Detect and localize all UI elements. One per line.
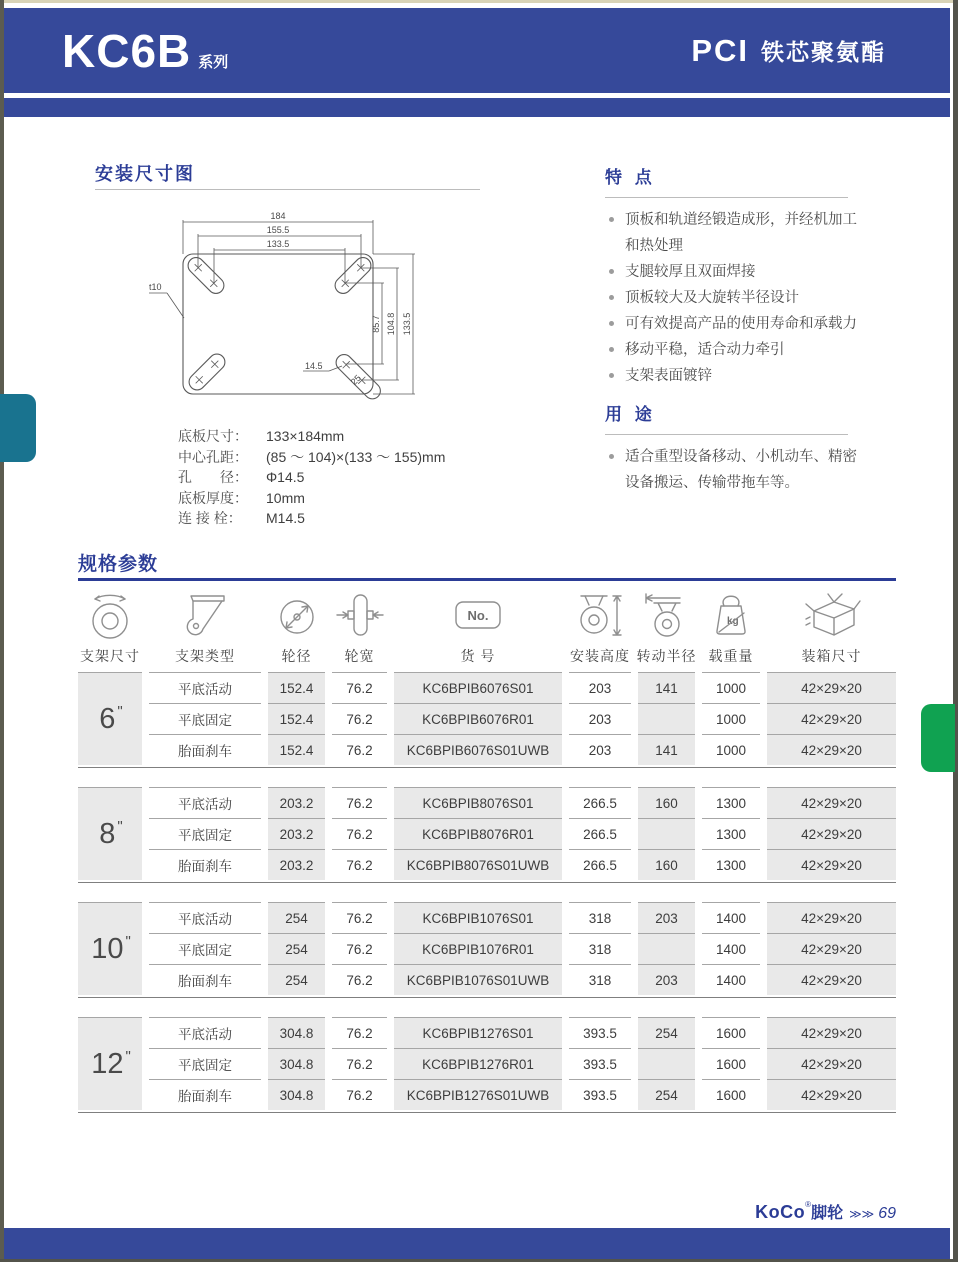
cell-swivel-radius: 160 [638, 787, 695, 818]
dim-height-inner: 85.7 [371, 315, 381, 333]
column-header-part [394, 588, 562, 666]
cell-bracket-type: 平底活动 [149, 672, 261, 703]
cell-wheel-width: 76.2 [332, 672, 387, 703]
part-no-icon [450, 588, 506, 643]
cell-load-capacity: 1000 [702, 672, 760, 703]
cell-carton-size: 42×29×20 [767, 933, 896, 964]
column-header-height [569, 588, 631, 666]
column-label: 载重量 [708, 648, 754, 664]
cell-carton-size: 42×29×20 [767, 849, 896, 880]
cell-wheel-diameter: 203.2 [268, 787, 325, 818]
spec-group [78, 902, 896, 998]
cell-load-capacity: 1600 [702, 1017, 760, 1048]
cell-swivel-radius [638, 703, 695, 734]
cell-swivel-radius [638, 1048, 695, 1079]
cell-wheel-width: 76.2 [332, 734, 387, 765]
uses-panel [605, 400, 860, 496]
cell-swivel-radius: 160 [638, 849, 695, 880]
column-header-carton [767, 588, 896, 666]
cell-part-number: KC6BPIB1076R01 [394, 933, 562, 964]
cell-load-capacity: 1000 [702, 703, 760, 734]
cell-mount-height: 393.5 [569, 1079, 631, 1110]
features-title-rule [605, 197, 848, 198]
cell-swivel-radius [638, 818, 695, 849]
column-header-load [702, 588, 760, 666]
registered-mark: ® [805, 1200, 812, 1209]
cell-bracket-type: 平底固定 [149, 933, 261, 964]
header-band [4, 8, 950, 93]
page-edge-right [953, 0, 958, 1262]
cell-carton-size: 42×29×20 [767, 1079, 896, 1110]
page-edge-left [0, 0, 4, 1262]
cell-carton-size: 42×29×20 [767, 734, 896, 765]
cell-carton-size: 42×29×20 [767, 1017, 896, 1048]
cell-load-capacity: 1400 [702, 964, 760, 995]
column-label: 安装高度 [570, 648, 630, 664]
caster-size-cell [78, 672, 142, 765]
feature-item: 支架表面镀锌 [605, 363, 857, 389]
cell-swivel-radius [638, 933, 695, 964]
cell-wheel-diameter: 304.8 [268, 1079, 325, 1110]
cell-bracket-type: 胎面刹车 [149, 1079, 261, 1110]
footer-bar [4, 1228, 950, 1259]
spec-label: 孔 径： [178, 469, 248, 485]
cell-mount-height: 266.5 [569, 849, 631, 880]
cell-bracket-type: 平底固定 [149, 818, 261, 849]
spec-line [178, 467, 518, 488]
cell-wheel-width: 76.2 [332, 1079, 387, 1110]
brand-logo: KoCo [755, 1202, 806, 1222]
cell-wheel-diameter: 254 [268, 964, 325, 995]
cell-wheel-diameter: 304.8 [268, 1017, 325, 1048]
cell-carton-size: 42×29×20 [767, 787, 896, 818]
spec-value: Φ14.5 [266, 469, 305, 485]
load-capacity-icon [704, 588, 758, 643]
spec-group [78, 787, 896, 883]
cell-carton-size: 42×29×20 [767, 1048, 896, 1079]
column-header-type [149, 588, 261, 666]
dim-slot-width: 14.5 [305, 361, 323, 371]
slot-top-right [332, 254, 374, 296]
caster-size-cell [78, 787, 142, 880]
size-inch-mark: " [117, 702, 123, 720]
right-index-tab [921, 704, 955, 772]
svg-text:No.: No. [467, 607, 489, 623]
cell-bracket-type: 平底活动 [149, 1017, 261, 1048]
cell-bracket-type: 胎面刹车 [149, 734, 261, 765]
cell-mount-height: 393.5 [569, 1048, 631, 1079]
cell-wheel-width: 76.2 [332, 787, 387, 818]
series-title: KC6B [62, 24, 192, 77]
features-list [605, 207, 857, 389]
cell-wheel-width: 76.2 [332, 1017, 387, 1048]
spec-label: 中心孔距： [178, 448, 248, 465]
column-header-diameter [268, 588, 325, 666]
cell-wheel-diameter: 203.2 [268, 849, 325, 880]
spec-group [78, 672, 896, 768]
header-strip [4, 98, 950, 117]
cell-bracket-type: 平底固定 [149, 1048, 261, 1079]
cell-load-capacity: 1600 [702, 1048, 760, 1079]
feature-item: 支腿较厚且双面焊接 [605, 259, 857, 285]
size-inch-mark: " [125, 1047, 131, 1065]
product-title-group [691, 33, 886, 69]
cell-bracket-type: 胎面刹车 [149, 964, 261, 995]
cell-wheel-width: 76.2 [332, 1048, 387, 1079]
carton-size-icon [800, 588, 864, 643]
cell-carton-size: 42×29×20 [767, 964, 896, 995]
cell-wheel-diameter: 304.8 [268, 1048, 325, 1079]
swivel-radius-icon [640, 588, 694, 643]
cell-part-number: KC6BPIB1276S01 [394, 1017, 562, 1048]
cell-carton-size: 42×29×20 [767, 672, 896, 703]
product-code: PCI [691, 32, 749, 68]
mount-height-icon [573, 588, 627, 643]
dim-height-mid: 104.8 [386, 312, 396, 336]
spec-table-title-rule [78, 578, 896, 581]
spec-value: M14.5 [266, 510, 305, 526]
cell-bracket-type: 平底活动 [149, 787, 261, 818]
column-label: 支架类型 [175, 648, 235, 664]
caster-size-cell [78, 902, 142, 995]
cell-load-capacity: 1300 [702, 787, 760, 818]
feature-item: 顶板和轨道经锻造成形，并经机加工和热处理 [605, 207, 857, 259]
uses-list [605, 444, 857, 496]
spec-line [178, 447, 518, 468]
wheel-width-icon [333, 588, 387, 643]
column-label: 轮宽 [344, 648, 375, 664]
cell-mount-height: 318 [569, 902, 631, 933]
cell-wheel-diameter: 152.4 [268, 703, 325, 734]
svg-text:kg: kg [727, 615, 739, 627]
column-label: 支架尺寸 [80, 648, 140, 664]
dim-width-mid: 155.5 [266, 225, 290, 235]
features-title: 特 点 [605, 168, 656, 187]
cell-part-number: KC6BPIB8076S01 [394, 787, 562, 818]
feature-item: 移动平稳，适合动力牵引 [605, 337, 857, 363]
spec-label: 底板厚度： [178, 489, 248, 506]
column-header-radius [638, 588, 695, 666]
size-number: 8 [99, 817, 116, 850]
cell-part-number: KC6BPIB8076S01UWB [394, 849, 562, 880]
column-label: 转动半径 [636, 648, 697, 664]
cell-load-capacity: 1400 [702, 902, 760, 933]
cell-load-capacity: 1300 [702, 849, 760, 880]
cell-wheel-width: 76.2 [332, 818, 387, 849]
size-number: 10 [91, 932, 124, 965]
cell-wheel-width: 76.2 [332, 703, 387, 734]
cell-wheel-diameter: 152.4 [268, 672, 325, 703]
cell-carton-size: 42×29×20 [767, 703, 896, 734]
use-item: 适合重型设备移动、小机动车、精密设备搬运、传输带拖车等。 [605, 444, 857, 496]
cell-wheel-diameter: 203.2 [268, 818, 325, 849]
series-title-group [62, 24, 229, 77]
spec-value: 133×184mm [266, 428, 345, 444]
spec-value: 10mm [266, 489, 305, 506]
cell-part-number: KC6BPIB1276S01UWB [394, 1079, 562, 1110]
bracket-icon [179, 588, 231, 643]
cell-part-number: KC6BPIB6076S01UWB [394, 734, 562, 765]
column-header-width [332, 588, 387, 666]
plate-thickness-note: t10 [149, 282, 162, 292]
cell-part-number: KC6BPIB1276R01 [394, 1048, 562, 1079]
plate-outline [183, 254, 373, 394]
footer-logo [78, 1200, 896, 1223]
page-number: 69 [878, 1205, 896, 1222]
cell-swivel-radius: 141 [638, 734, 695, 765]
column-label: 装箱尺寸 [801, 648, 862, 664]
cell-mount-height: 203 [569, 672, 631, 703]
cell-swivel-radius: 141 [638, 672, 695, 703]
cell-mount-height: 393.5 [569, 1017, 631, 1048]
size-number: 12 [91, 1047, 124, 1080]
uses-title-rule [605, 434, 848, 435]
feature-item: 顶板较大及大旋转半径设计 [605, 285, 857, 311]
cell-load-capacity: 1000 [702, 734, 760, 765]
page-edge-top [0, 0, 958, 3]
cell-part-number: KC6BPIB6076R01 [394, 703, 562, 734]
cell-mount-height: 318 [569, 964, 631, 995]
plate-spec-list [178, 426, 518, 529]
brand-logo-cn: 脚轮 [811, 1205, 844, 1222]
cell-wheel-diameter: 254 [268, 933, 325, 964]
spec-line [178, 488, 518, 509]
cell-mount-height: 266.5 [569, 818, 631, 849]
dim-slot-length: 25 [348, 372, 363, 387]
chevrons-icon: ≫≫ [849, 1207, 875, 1221]
dim-width-inner: 133.5 [266, 239, 290, 249]
install-title-rule [95, 189, 480, 190]
size-number: 6 [99, 702, 116, 735]
cell-wheel-width: 76.2 [332, 933, 387, 964]
cell-swivel-radius: 254 [638, 1017, 695, 1048]
series-suffix: 系列 [198, 53, 229, 71]
spec-line [178, 508, 518, 529]
cell-swivel-radius: 203 [638, 964, 695, 995]
cell-wheel-width: 76.2 [332, 964, 387, 995]
spec-line [178, 426, 518, 447]
cell-part-number: KC6BPIB8076R01 [394, 818, 562, 849]
caster-size-cell [78, 1017, 142, 1110]
column-header-size [78, 588, 142, 666]
spec-table-title: 规格参数 [78, 554, 159, 575]
size-inch-mark: " [125, 932, 131, 950]
cell-carton-size: 42×29×20 [767, 902, 896, 933]
dim-width-outer: 184 [270, 211, 286, 221]
spec-label: 底板尺寸： [178, 428, 248, 444]
cell-carton-size: 42×29×20 [767, 818, 896, 849]
wheel-diameter-icon [271, 588, 323, 643]
cell-load-capacity: 1300 [702, 818, 760, 849]
spec-group [78, 1017, 896, 1113]
caster-top-icon [82, 588, 138, 643]
left-index-tab [0, 394, 36, 462]
cell-bracket-type: 平底活动 [149, 902, 261, 933]
cell-bracket-type: 胎面刹车 [149, 849, 261, 880]
size-inch-mark: " [117, 817, 123, 835]
cell-part-number: KC6BPIB1076S01UWB [394, 964, 562, 995]
cell-load-capacity: 1400 [702, 933, 760, 964]
column-label: 轮径 [281, 648, 312, 664]
slot-bottom-left [186, 351, 228, 393]
uses-title: 用 途 [605, 405, 656, 424]
features-panel [605, 163, 860, 389]
install-section-title: 安装尺寸图 [95, 164, 195, 184]
spec-table-body [78, 672, 896, 1132]
cell-wheel-diameter: 254 [268, 902, 325, 933]
cell-swivel-radius: 203 [638, 902, 695, 933]
cell-load-capacity: 1600 [702, 1079, 760, 1110]
spec-value: (85 ～ 104)×(133 ～ 155)mm [266, 448, 446, 465]
cell-swivel-radius: 254 [638, 1079, 695, 1110]
feature-item: 可有效提高产品的使用寿命和承载力 [605, 311, 857, 337]
spec-table-header [78, 588, 896, 666]
dim-height-outer: 133.5 [402, 312, 412, 336]
cell-bracket-type: 平底固定 [149, 703, 261, 734]
cell-part-number: KC6BPIB1076S01 [394, 902, 562, 933]
cell-wheel-width: 76.2 [332, 902, 387, 933]
cell-mount-height: 318 [569, 933, 631, 964]
cell-part-number: KC6BPIB6076S01 [394, 672, 562, 703]
cell-mount-height: 203 [569, 703, 631, 734]
spec-label: 连 接 栓： [178, 510, 242, 526]
mounting-dimension-drawing [115, 210, 555, 415]
product-name: 铁芯聚氨酯 [761, 39, 886, 65]
column-label: 货 号 [460, 648, 496, 664]
cell-wheel-diameter: 152.4 [268, 734, 325, 765]
cell-mount-height: 266.5 [569, 787, 631, 818]
cell-mount-height: 203 [569, 734, 631, 765]
cell-wheel-width: 76.2 [332, 849, 387, 880]
slot-top-left [185, 254, 227, 296]
